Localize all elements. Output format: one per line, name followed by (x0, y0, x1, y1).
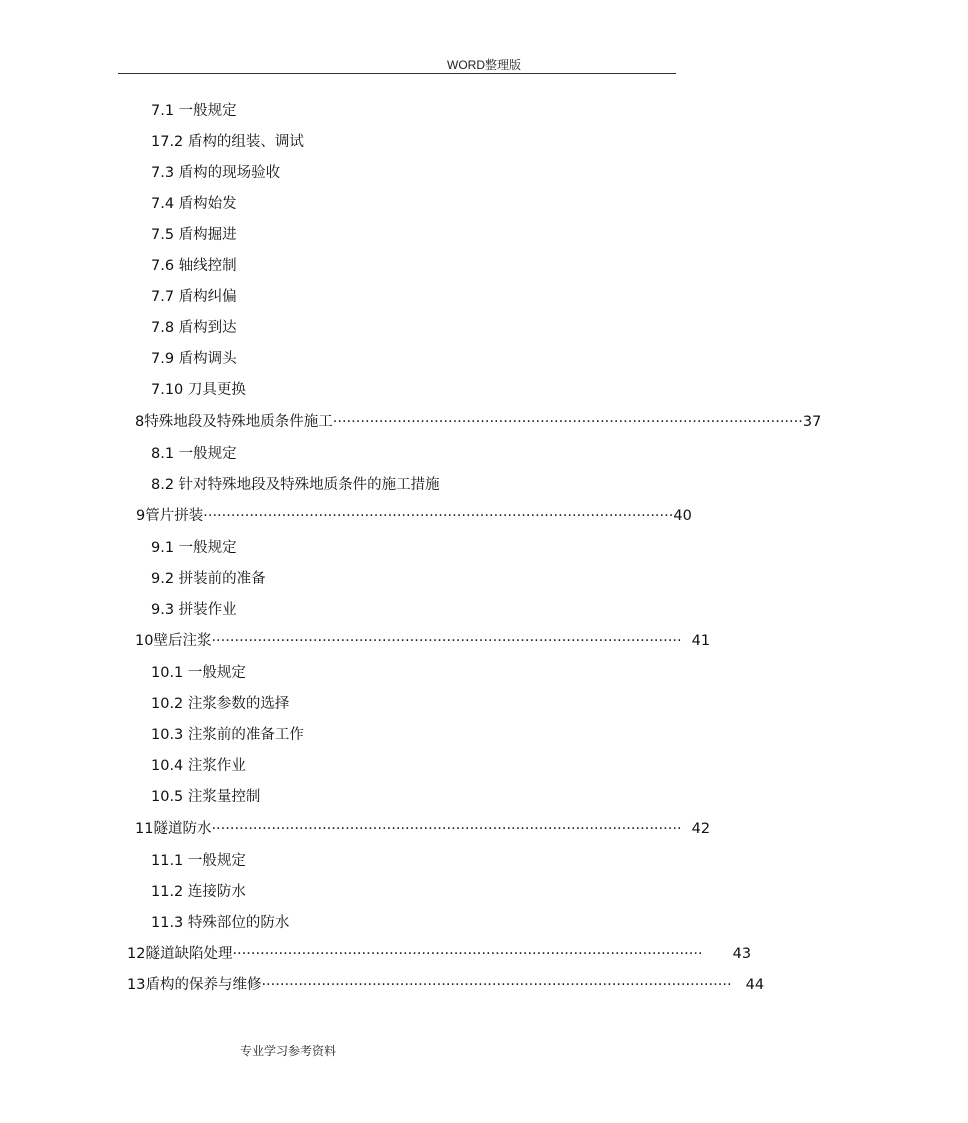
toc-item: 8.2 针对特殊地段及特殊地质条件的施工措施 (151, 477, 440, 493)
toc-chapter-number: 11 (135, 821, 154, 837)
toc-leader-dots: ······································································································ (261, 977, 732, 993)
toc-page-number: 40 (673, 508, 692, 524)
toc-page-number: 41 (691, 633, 711, 649)
toc-page-number: 37 (802, 414, 822, 430)
toc-item: 10.5 注浆量控制 (151, 789, 261, 805)
toc-leader-dots: ······································································································ (332, 414, 803, 430)
toc-leader-dots: ······································································································ (211, 821, 682, 837)
toc-chapter-number: 10 (135, 633, 154, 649)
toc-item: 10.2 注浆参数的选择 (151, 696, 290, 712)
toc-leader-dots: ······································································································ (232, 946, 703, 962)
toc-chapter-number: 12 (127, 946, 146, 962)
toc-page-number: 43 (732, 946, 752, 962)
toc-item: 7.4 盾构始发 (151, 196, 237, 212)
toc-leader-dots: ······································································································ (211, 633, 682, 649)
toc-chapter-number: 13 (127, 977, 146, 993)
toc-item: 7.5 盾构掘进 (151, 227, 237, 243)
toc-item: 11.1 一般规定 (151, 853, 246, 869)
header-rule (118, 73, 676, 74)
toc-item: 7.8 盾构到达 (151, 320, 237, 336)
toc-chapter-title: 盾构的保养与维修 (145, 977, 262, 993)
toc-chapter-title: 管片拼装 (145, 508, 204, 524)
toc-chapter-title: 壁后注浆 (153, 633, 212, 649)
page-footer: 专业学习参考资料 (240, 1044, 337, 1058)
toc-leader-dots: ······································································································ (203, 508, 674, 524)
toc-item: 7.3 盾构的现场验收 (151, 165, 281, 181)
toc-chapter-number: 8 (135, 414, 145, 430)
toc-item: 10.3 注浆前的准备工作 (151, 727, 304, 743)
toc-chapter-entry (135, 814, 711, 845)
toc-chapter-entry (135, 626, 711, 657)
toc-chapter-entry (135, 407, 822, 438)
toc-item: 7.9 盾构调头 (151, 351, 237, 367)
toc-item: 7.7 盾构纠偏 (151, 289, 237, 305)
toc-item: 11.2 连接防水 (151, 884, 246, 900)
toc-chapter-number: 9 (136, 508, 146, 524)
toc-item: 17.2 盾构的组装、调试 (151, 134, 304, 150)
toc-item: 7.6 轴线控制 (151, 258, 237, 274)
toc-item: 7.1 一般规定 (151, 103, 237, 119)
toc-chapter-entry (127, 939, 752, 970)
toc-chapter-title: 隧道防水 (153, 821, 212, 837)
toc-item: 9.2 拼装前的准备 (151, 571, 266, 587)
toc-item: 11.3 特殊部位的防水 (151, 915, 290, 931)
toc-chapter-entry (136, 501, 692, 532)
toc-item: 8.1 一般规定 (151, 446, 237, 462)
toc-item: 10.1 一般规定 (151, 665, 246, 681)
toc-page-number: 44 (745, 977, 765, 993)
toc-chapter-title: 特殊地段及特殊地质条件施工 (144, 414, 333, 430)
toc-chapter-entry (127, 970, 765, 1001)
toc-item: 9.1 一般规定 (151, 540, 237, 556)
toc-chapter-title: 隧道缺陷处理 (145, 946, 233, 962)
toc-page-number: 42 (691, 821, 711, 837)
page-header: WORD整理版 (447, 58, 521, 72)
toc-item: 9.3 拼装作业 (151, 602, 237, 618)
toc-item: 10.4 注浆作业 (151, 758, 246, 774)
toc-item: 7.10 刀具更换 (151, 382, 246, 398)
